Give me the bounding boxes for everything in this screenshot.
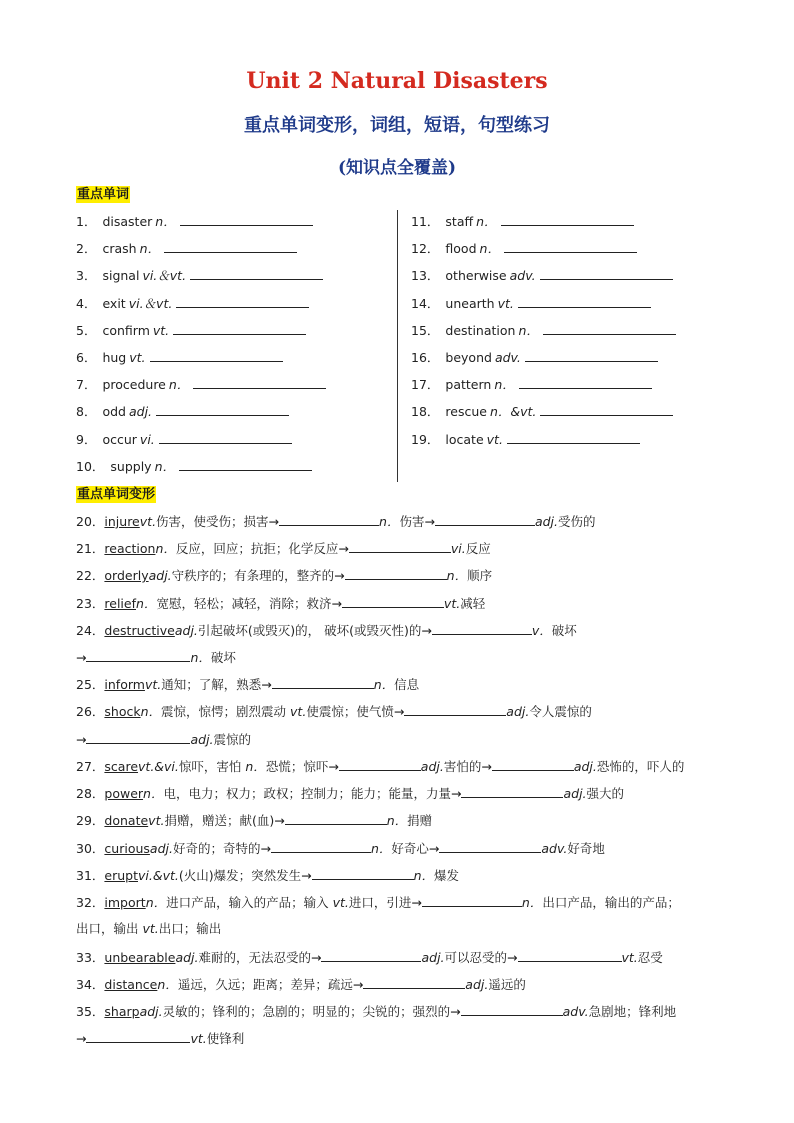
derived-item-34: 34．distancen．遥远，久远；距离；差异；疏远→ adj.遥远的	[76, 977, 526, 992]
keyword: power	[104, 786, 144, 801]
answer-blank[interactable]	[540, 267, 673, 280]
item-number: 12．	[411, 241, 440, 257]
answer-blank[interactable]	[321, 949, 421, 962]
derived-item-26-cont: → adj.震惊的	[76, 732, 252, 747]
vocab-word: staff	[445, 214, 474, 229]
answer-blank[interactable]	[193, 376, 326, 389]
part-of-speech: adv.	[509, 268, 536, 284]
answer-blank[interactable]	[159, 431, 292, 444]
part-of-speech: n．	[139, 241, 160, 257]
answer-blank[interactable]	[432, 622, 532, 635]
section-heading-words: 重点单词	[77, 187, 130, 202]
derived-item-20: 20．injurevt.伤害，使受伤；损害→ n．伤害→ adj.受伤的	[76, 514, 596, 529]
vocab-word: flood	[445, 241, 477, 257]
derived-item-21: 21．reactionn．反应，回应；抗拒；化学反应→ vi.反应	[76, 541, 491, 556]
derived-item-24-cont: → n．破坏	[76, 650, 236, 665]
answer-blank[interactable]	[272, 676, 374, 689]
answer-blank[interactable]	[518, 295, 651, 308]
keyword: curious	[104, 841, 150, 856]
answer-blank[interactable]	[345, 567, 447, 580]
word-item	[76, 213, 313, 230]
part-of-speech: vi.＆vt.	[128, 295, 173, 311]
answer-blank[interactable]	[435, 513, 535, 526]
word-item	[411, 295, 651, 312]
answer-blank[interactable]	[176, 295, 309, 308]
item-number: 19．	[411, 431, 440, 447]
derived-item-33: 33．unbearableadj.难耐的，无法忍受的→ adj.可以忍受的→ vt.忍受	[76, 950, 663, 965]
derived-item-25: 25．informvt.通知；了解，熟悉→ n．信息	[76, 677, 420, 692]
vocab-word: pattern	[445, 377, 492, 393]
answer-blank[interactable]	[540, 403, 673, 416]
word-item	[76, 267, 323, 284]
item-number: 4．	[76, 295, 97, 311]
keyword: scare	[104, 759, 139, 774]
keyword: shock	[104, 704, 141, 719]
derived-item-22: 22．orderlyadj.守秩序的；有条理的，整齐的→ n．顺序	[76, 568, 493, 583]
derived-item-32: 32．importn．进口产品，输入的产品；输入 vt.进口，引进→ n．出口产品，输出的产品；	[76, 895, 680, 910]
keyword: donate	[104, 813, 149, 828]
derived-item-26: 26．shockn．震惊，惊愕；剧烈震动 vt.使震惊；使气愤→ adj.令人震惊的	[76, 704, 592, 719]
word-item	[411, 322, 676, 339]
keyword: import	[104, 895, 146, 910]
answer-blank[interactable]	[156, 403, 289, 416]
vocab-word: confirm	[102, 322, 150, 338]
word-item	[76, 322, 306, 339]
keyword: sharp	[104, 1004, 140, 1019]
part-of-speech: n．&vt.	[489, 404, 537, 420]
answer-blank[interactable]	[190, 267, 323, 280]
answer-blank[interactable]	[518, 949, 622, 962]
column-divider	[397, 210, 398, 482]
keyword: erupt	[104, 868, 138, 883]
answer-blank[interactable]	[150, 349, 283, 362]
derived-item-35-cont: → vt.使锋利	[76, 1031, 245, 1046]
word-item	[411, 267, 673, 284]
vocab-word: locate	[445, 431, 484, 447]
page-title: Unit 2 Natural Disasters	[246, 68, 548, 94]
vocab-word: hug	[102, 350, 127, 365]
vocab-word: occur	[102, 431, 137, 447]
vocab-word: destination	[445, 322, 516, 338]
keyword: unbearable	[104, 950, 176, 965]
answer-blank[interactable]	[86, 649, 190, 662]
word-item	[76, 295, 309, 312]
answer-blank[interactable]	[349, 540, 451, 553]
part-of-speech: vi.	[139, 431, 155, 447]
word-item	[411, 431, 640, 448]
answer-blank[interactable]	[504, 240, 637, 253]
part-of-speech: n．	[479, 241, 500, 257]
vocab-word: otherwise	[445, 268, 507, 284]
derived-item-31: 31．eruptvi.&vt.(火山)爆发；突然发生→ n．爆发	[76, 868, 460, 883]
word-item	[411, 349, 658, 366]
answer-blank[interactable]	[279, 513, 379, 526]
answer-blank[interactable]	[285, 812, 387, 825]
word-item	[76, 403, 289, 420]
word-item	[76, 349, 283, 366]
answer-blank[interactable]	[363, 976, 465, 989]
derived-item-35: 35．sharpadj.灵敏的；锋利的；急剧的；明显的；尖锐的；强烈的→ adv.急剧地；锋利地	[76, 1004, 677, 1019]
item-number: 13．	[411, 268, 440, 284]
answer-blank[interactable]	[86, 1030, 190, 1043]
derived-item-30: 30．curiousadj.好奇的；奇特的→ n．好奇心→ adv.好奇地	[76, 841, 605, 856]
derived-item-27: 27．scarevt.&vi.惊吓，害怕 n．恐慌；惊吓→ adj.害怕的→ adj.恐怖的，吓人的	[76, 759, 685, 774]
word-item	[76, 458, 312, 475]
part-of-speech: vi.＆vt.	[142, 268, 187, 284]
part-of-speech: n．	[518, 322, 539, 338]
word-item	[411, 403, 673, 420]
item-number: 3．	[76, 268, 97, 284]
item-number: 15．	[411, 322, 440, 338]
item-number: 5．	[76, 322, 97, 338]
vocab-word: supply	[110, 458, 152, 474]
keyword: reaction	[104, 541, 156, 556]
vocab-word: crash	[102, 241, 137, 257]
vocab-word: beyond	[445, 350, 492, 365]
answer-blank[interactable]	[461, 785, 563, 798]
vocab-word: exit	[102, 295, 126, 311]
derived-item-24: 24．destructiveadj.引起破坏(或毁灭)的， 破坏(或毁灭性)的→ v．破坏	[76, 623, 577, 638]
word-item	[76, 431, 292, 448]
word-item	[76, 376, 326, 393]
word-item	[76, 240, 297, 257]
word-item	[411, 376, 652, 393]
part-of-speech: vt.	[497, 295, 514, 311]
answer-blank[interactable]	[312, 867, 414, 880]
answer-blank[interactable]	[342, 595, 444, 608]
answer-blank[interactable]	[519, 376, 652, 389]
section-heading-derived: 重点单词变形	[77, 487, 156, 502]
item-number: 17．	[411, 377, 440, 393]
vocab-word: unearth	[445, 295, 495, 311]
item-number: 14．	[411, 295, 440, 311]
keyword: inform	[104, 677, 145, 692]
item-number: 18．	[411, 404, 440, 420]
page-subtitle-coverage: (知识点全覆盖)	[337, 158, 457, 178]
answer-blank[interactable]	[507, 431, 640, 444]
part-of-speech: adj.	[128, 404, 153, 420]
part-of-speech: n．	[494, 377, 515, 393]
part-of-speech: n．	[154, 458, 176, 474]
derived-item-28: 28．powern．电，电力；权力；政权；控制力；能力；能量，力量→ adj.强大的	[76, 786, 625, 801]
keyword: destructive	[104, 623, 175, 638]
derived-item-23: 23．reliefn．宽慰，轻松；减轻，消除；救济→ vt.减轻	[76, 596, 486, 611]
keyword: injure	[104, 514, 140, 529]
item-number: 1．	[76, 214, 97, 229]
derived-item-29: 29．donatevt.捐赠，赠送；献(血)→ n．捐赠	[76, 813, 433, 828]
item-number: 7．	[76, 377, 97, 393]
item-number: 6．	[76, 350, 97, 365]
answer-blank[interactable]	[164, 240, 297, 253]
vocab-word: disaster	[102, 214, 153, 229]
answer-blank[interactable]	[404, 703, 506, 716]
keyword: orderly	[104, 568, 149, 583]
page-subtitle: 重点单词变形，词组，短语，句型练习	[244, 115, 550, 136]
item-number: 11．	[411, 214, 440, 229]
part-of-speech: n．	[155, 214, 176, 229]
word-item	[411, 240, 637, 257]
answer-blank[interactable]	[173, 322, 306, 335]
vocab-word: odd	[102, 404, 126, 420]
part-of-speech: n．	[476, 214, 497, 229]
answer-blank[interactable]	[525, 349, 658, 362]
part-of-speech: vt.	[152, 322, 170, 338]
item-number: 16．	[411, 350, 440, 365]
answer-blank[interactable]	[339, 758, 421, 771]
derived-item-32-cont: 出口，输出 vt.出口；输出	[76, 921, 222, 936]
vocab-word: signal	[102, 268, 140, 284]
part-of-speech: n．	[168, 377, 190, 393]
answer-blank[interactable]	[422, 894, 522, 907]
keyword: distance	[104, 977, 158, 992]
answer-blank[interactable]	[271, 840, 371, 853]
item-number: 9．	[76, 431, 97, 447]
answer-blank[interactable]	[543, 322, 676, 335]
item-number: 8．	[76, 404, 97, 420]
vocab-word: rescue	[445, 404, 487, 420]
keyword: relief	[104, 596, 136, 611]
answer-blank[interactable]	[492, 758, 574, 771]
answer-blank[interactable]	[501, 213, 634, 226]
answer-blank[interactable]	[86, 731, 190, 744]
answer-blank[interactable]	[439, 840, 541, 853]
item-number: 10．	[76, 458, 105, 474]
answer-blank[interactable]	[179, 458, 312, 471]
part-of-speech: vt.	[129, 350, 146, 365]
part-of-speech: adv.	[494, 350, 521, 365]
answer-blank[interactable]	[461, 1003, 563, 1016]
word-item	[411, 213, 634, 230]
part-of-speech: vt.	[486, 431, 503, 447]
answer-blank[interactable]	[180, 213, 313, 226]
vocab-word: procedure	[102, 377, 166, 393]
item-number: 2．	[76, 241, 97, 257]
